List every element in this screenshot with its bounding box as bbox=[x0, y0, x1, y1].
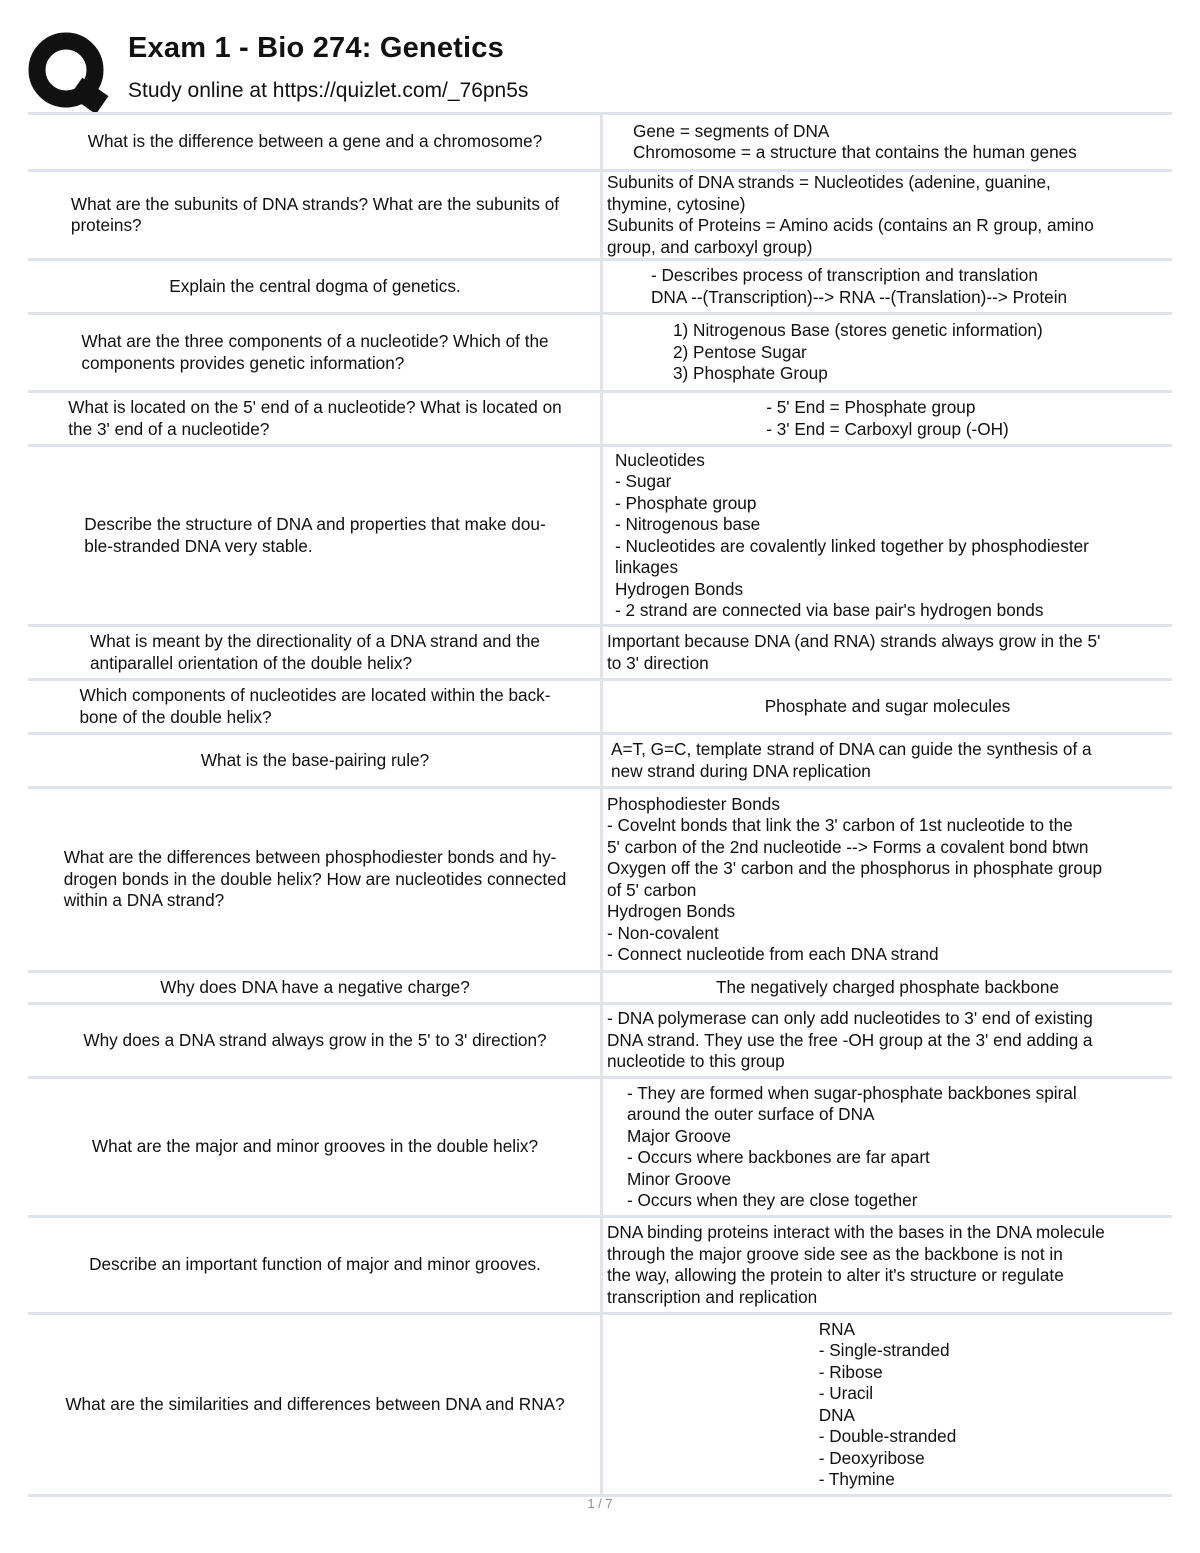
flashcard-row bbox=[28, 1002, 1172, 1076]
page-number: 1 / 7 bbox=[587, 1496, 613, 1511]
flashcard-row bbox=[28, 444, 1172, 624]
flashcard-row bbox=[28, 312, 1172, 390]
flashcard-definition bbox=[600, 315, 1172, 390]
flashcard-term bbox=[28, 681, 600, 732]
definition-line: A=T, G=C, template strand of DNA can guide the synthesis of a bbox=[611, 739, 1092, 759]
definition-line: 5' carbon of the 2nd nucleotide --> Forms a covalent bond btwn bbox=[607, 836, 1089, 857]
definition-line: - Deoxyribose bbox=[818, 1447, 925, 1468]
quizlet-logo-icon bbox=[28, 32, 110, 114]
definition-line: the way, allowing the protein to alter it's structure or regulate bbox=[607, 1265, 1064, 1285]
flashcard-definition bbox=[600, 1315, 1172, 1494]
flashcard-row bbox=[28, 112, 1172, 169]
term-line: Explain the central dogma of genetics. bbox=[169, 275, 461, 296]
definition-line: DNA binding proteins interact with the bases in the DNA molecule bbox=[607, 1222, 1105, 1242]
definition-line: RNA bbox=[818, 1318, 855, 1339]
flashcard-definition bbox=[600, 1079, 1172, 1215]
definition-line: DNA strand. They use the free -OH group at the 3' end adding a bbox=[607, 1029, 1093, 1050]
definition-line: - DNA polymerase can only add nucleotides to 3' end of existing bbox=[607, 1008, 1093, 1029]
definition-line: to 3' direction bbox=[607, 652, 709, 673]
definition-line: - Describes process of transcription and translation bbox=[651, 265, 1038, 285]
flashcard-table bbox=[28, 112, 1172, 1497]
term-line: What are the three components of a nucleotide? Which of the bbox=[81, 331, 549, 351]
flashcard-row bbox=[28, 390, 1172, 444]
flashcard-definition bbox=[600, 681, 1172, 732]
definition-line: Subunits of Proteins = Amino acids (contains an R group, amino bbox=[607, 215, 1094, 235]
definition-line: - Nucleotides are covalently linked together by phosphodiester bbox=[615, 535, 1089, 556]
definition-line: DNA --(Transcription)--> RNA --(Translation)--> Protein bbox=[651, 286, 1068, 307]
flashcard-term bbox=[28, 393, 600, 444]
definition-line: 1) Nitrogenous Base (stores genetic information) bbox=[673, 320, 1043, 341]
definition-line: - 3' End = Carboxyl group (-OH) bbox=[766, 418, 1009, 439]
definition-line: Minor Groove bbox=[627, 1168, 732, 1189]
definition-line: 2) Pentose Sugar bbox=[673, 341, 807, 362]
flashcard-definition bbox=[600, 393, 1172, 444]
definition-line: Major Groove bbox=[627, 1125, 732, 1146]
definition-line: - Single-stranded bbox=[818, 1340, 950, 1360]
definition-line: group, and carboxyl group) bbox=[607, 236, 813, 257]
definition-line: through the major groove side see as the backbone is not in bbox=[607, 1243, 1063, 1264]
definition-line: around the outer surface of DNA bbox=[627, 1104, 875, 1124]
flashcard-row bbox=[28, 1076, 1172, 1215]
flashcard-row bbox=[28, 678, 1172, 732]
definition-line: Nucleotides bbox=[615, 449, 705, 470]
definition-line: - Sugar bbox=[615, 471, 672, 491]
definition-line: - They are formed when sugar-phosphate backbones spiral bbox=[627, 1082, 1077, 1103]
term-line: What is meant by the directionality of a DNA strand and the bbox=[90, 631, 540, 651]
definition-line: Oxygen off the 3' carbon and the phosphorus in phosphate group bbox=[607, 858, 1103, 878]
definition-line: - 2 strand are connected via base pair's hydrogen bonds bbox=[615, 600, 1044, 620]
flashcard-term bbox=[28, 789, 600, 970]
flashcard-row bbox=[28, 624, 1172, 678]
flashcard-row bbox=[28, 732, 1172, 786]
term-line: components provides genetic information? bbox=[81, 352, 405, 373]
definition-line: 3) Phosphate Group bbox=[673, 363, 828, 384]
definition-line: - Double-stranded bbox=[818, 1426, 957, 1446]
definition-line: Gene = segments of DNA bbox=[633, 120, 830, 141]
flashcard-row bbox=[28, 970, 1172, 1002]
flashcard-row bbox=[28, 1215, 1172, 1312]
flashcard-row bbox=[28, 258, 1172, 312]
flashcard-term bbox=[28, 172, 600, 258]
flashcard-term bbox=[28, 1005, 600, 1076]
term-line: bone of the double helix? bbox=[79, 706, 272, 727]
flashcard-term bbox=[28, 973, 600, 1002]
term-line: within a DNA strand? bbox=[63, 890, 225, 911]
definition-line: Subunits of DNA strands = Nucleotides (adenine, guanine, bbox=[607, 172, 1051, 192]
definition-line: - Occurs where backbones are far apart bbox=[627, 1147, 930, 1167]
flashcard-term bbox=[28, 315, 600, 390]
definition-line: - Thymine bbox=[818, 1469, 895, 1489]
definition-line: linkages bbox=[615, 557, 679, 577]
flashcard-definition bbox=[600, 115, 1172, 169]
term-line: antiparallel orientation of the double helix? bbox=[90, 652, 413, 673]
flashcard-term bbox=[28, 627, 600, 678]
term-line: Why does a DNA strand always grow in the 5' to 3' direction? bbox=[83, 1029, 547, 1050]
term-line: What are the differences between phosphodiester bonds and hy- bbox=[63, 847, 557, 868]
flashcard-definition bbox=[600, 735, 1172, 786]
flashcard-row bbox=[28, 786, 1172, 970]
flashcard-term bbox=[28, 1218, 600, 1312]
flashcard-definition bbox=[600, 172, 1172, 258]
definition-line: - 5' End = Phosphate group bbox=[766, 397, 976, 417]
definition-line: - Nitrogenous base bbox=[615, 514, 761, 534]
flashcard-definition bbox=[600, 973, 1172, 1002]
flashcard-term bbox=[28, 261, 600, 312]
flashcard-term bbox=[28, 1315, 600, 1494]
term-line: What are the major and minor grooves in the double helix? bbox=[91, 1136, 539, 1157]
definition-line: thymine, cytosine) bbox=[607, 193, 746, 214]
definition-line: Hydrogen Bonds bbox=[615, 578, 744, 599]
term-line: Describe the structure of DNA and properties that make dou- bbox=[84, 514, 546, 534]
definition-line: of 5' carbon bbox=[607, 879, 697, 900]
definition-line: - Covelnt bonds that link the 3' carbon of 1st nucleotide to the bbox=[607, 815, 1073, 835]
term-line: What is located on the 5' end of a nucleotide? What is located on bbox=[68, 397, 562, 417]
term-line: drogen bonds in the double helix? How are nucleotides connected bbox=[63, 868, 567, 889]
term-line: Describe an important function of major and minor grooves. bbox=[89, 1254, 541, 1275]
flashcard-definition bbox=[600, 261, 1172, 312]
term-line: ble-stranded DNA very stable. bbox=[84, 535, 313, 556]
flashcard-definition bbox=[600, 1218, 1172, 1312]
definition-line: DNA bbox=[818, 1404, 855, 1425]
definition-line: - Connect nucleotide from each DNA strand bbox=[607, 944, 939, 964]
flashcard-term bbox=[28, 447, 600, 624]
flashcard-term bbox=[28, 1079, 600, 1215]
definition-line: Hydrogen Bonds bbox=[607, 901, 736, 921]
flashcard-row bbox=[28, 1312, 1172, 1497]
term-line: proteins? bbox=[70, 215, 142, 235]
definition-line: Chromosome = a structure that contains the human genes bbox=[633, 142, 1077, 162]
definition-line: new strand during DNA replication bbox=[611, 760, 871, 781]
definition-line: - Ribose bbox=[818, 1361, 883, 1382]
definition-line: Phosphate and sugar molecules bbox=[764, 695, 1011, 716]
definition-line: - Uracil bbox=[818, 1383, 874, 1403]
page-title: Exam 1 - Bio 274: Genetics bbox=[128, 32, 504, 64]
flashcard-term bbox=[28, 735, 600, 786]
term-line: What are the similarities and differences between DNA and RNA? bbox=[65, 1393, 565, 1414]
term-line: What is the base-pairing rule? bbox=[200, 749, 430, 770]
definition-line: - Occurs when they are close together bbox=[627, 1190, 918, 1210]
flashcard-row bbox=[28, 169, 1172, 258]
flashcard-definition bbox=[600, 627, 1172, 678]
definition-line: nucleotide to this group bbox=[607, 1051, 785, 1072]
term-line: Which components of nucleotides are located within the back- bbox=[79, 685, 551, 705]
term-line: Why does DNA have a negative charge? bbox=[160, 976, 470, 997]
definition-line: transcription and replication bbox=[607, 1286, 818, 1307]
term-line: the 3' end of a nucleotide? bbox=[68, 418, 270, 439]
term-line: What are the subunits of DNA strands? What are the subunits of bbox=[70, 193, 560, 214]
flashcard-definition bbox=[600, 1005, 1172, 1076]
definition-line: - Phosphate group bbox=[615, 492, 757, 513]
flashcard-definition bbox=[600, 789, 1172, 970]
definition-line: Phosphodiester Bonds bbox=[607, 793, 780, 814]
flashcard-term bbox=[28, 115, 600, 169]
page-header bbox=[28, 26, 1178, 112]
definition-line: The negatively charged phosphate backbone bbox=[715, 976, 1060, 997]
definition-line: Important because DNA (and RNA) strands always grow in the 5' bbox=[607, 631, 1101, 651]
study-link[interactable]: Study online at https://quizlet.com/_76pn5s bbox=[128, 79, 529, 102]
term-line: What is the difference between a gene and a chromosome? bbox=[87, 131, 543, 152]
flashcard-definition bbox=[600, 447, 1172, 624]
definition-line: - Non-covalent bbox=[607, 922, 719, 943]
